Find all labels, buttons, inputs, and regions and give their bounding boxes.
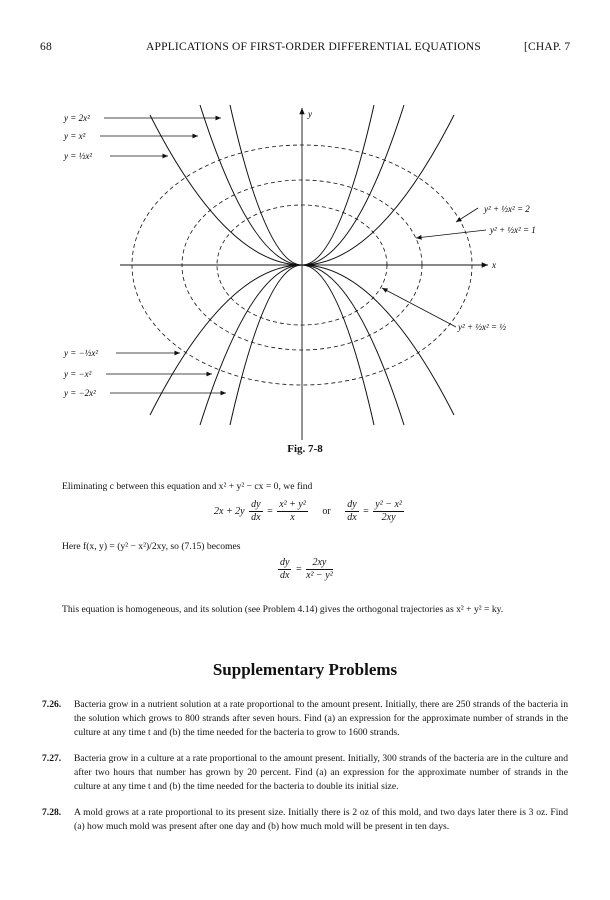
problem-number: 7.26. xyxy=(42,699,62,710)
problem-text: Bacteria grow in a nutrient solution at a rate proportional to the amount present. Initially, there are 250 strands of the bacteria in the solution which grows to 800 strands after seven hours. Find (a) an expression for the approximate number of strands in the culture at any time t and (b) the time needed for the bacteria to grow to 1600 strands. xyxy=(74,699,568,738)
problem-7-28 xyxy=(42,806,568,834)
running-title: APPLICATIONS OF FIRST-ORDER DIFFERENTIAL EQUATIONS xyxy=(146,41,482,53)
label-y-half-x2: y = ½x² xyxy=(64,151,93,161)
figure-7-8 xyxy=(0,0,610,440)
problem-number: 7.27. xyxy=(42,753,62,764)
label-ellipse-1: y² + ½x² = 1 xyxy=(490,225,536,235)
equation-2: $\frac{dy}{dx}$ = $\frac{2xy}{\text{x² − y²}}$ xyxy=(280,557,333,581)
label-y-2x2: y = 2x² xyxy=(64,113,90,123)
paragraph-eliminating: Eliminating c between this equation and x² + y² − cx = 0, we find xyxy=(62,481,313,492)
paragraph-conclusion: This equation is homogeneous, and its solution (see Problem 4.14) gives the orthogonal trajectories as x² + y² = ky. xyxy=(62,604,504,615)
figure-caption: Fig. 7-8 xyxy=(287,443,323,455)
y-axis-label: y xyxy=(308,109,312,119)
equation-1: 2x + 2y $\frac{dy}{dx}$ = $\frac{\text{x² + y²}}{x}$ or $\frac{dy}{dx}$ = $\frac{\text{y² − x²}}{2xy}$ xyxy=(214,499,402,523)
label-ellipse-2: y² + ½x² = 2 xyxy=(484,204,530,214)
problem-text: Bacteria grow in a culture at a rate proportional to the amount present. Initially, 300 strands of the bacteria are in the culture and after two hours that number has grown by 20 percent. Find (a) an expression for the approximate number of strands in the culture at any time t and (b) the time needed for the bacteria to double its initial size. xyxy=(74,753,568,792)
page-number: 68 xyxy=(40,41,52,53)
label-ellipse-half: y² + ½x² = ½ xyxy=(458,322,507,332)
problem-number: 7.28. xyxy=(42,807,62,818)
problem-7-26 xyxy=(42,698,568,740)
paragraph-here: Here f(x, y) = (y² − x²)/2xy, so (7.15) becomes xyxy=(62,541,241,552)
problem-7-27 xyxy=(42,752,568,794)
x-axis-label: x xyxy=(492,260,496,270)
label-y-neg-half-x2: y = −½x² xyxy=(64,348,99,358)
label-y-neg-x2: y = −x² xyxy=(64,369,92,379)
label-y-x2: y = x² xyxy=(64,131,86,141)
label-y-neg-2x2: y = −2x² xyxy=(64,388,96,398)
section-title: Supplementary Problems xyxy=(212,660,398,679)
chapter-label: [CHAP. 7 xyxy=(524,41,571,53)
problem-text: A mold grows at a rate proportional to its present size. Initially there is 2 oz of this mold, and two days later there is 3 oz. Find (a) how much mold was present after one day and (b) how much mold will be present in ten days. xyxy=(74,807,568,832)
